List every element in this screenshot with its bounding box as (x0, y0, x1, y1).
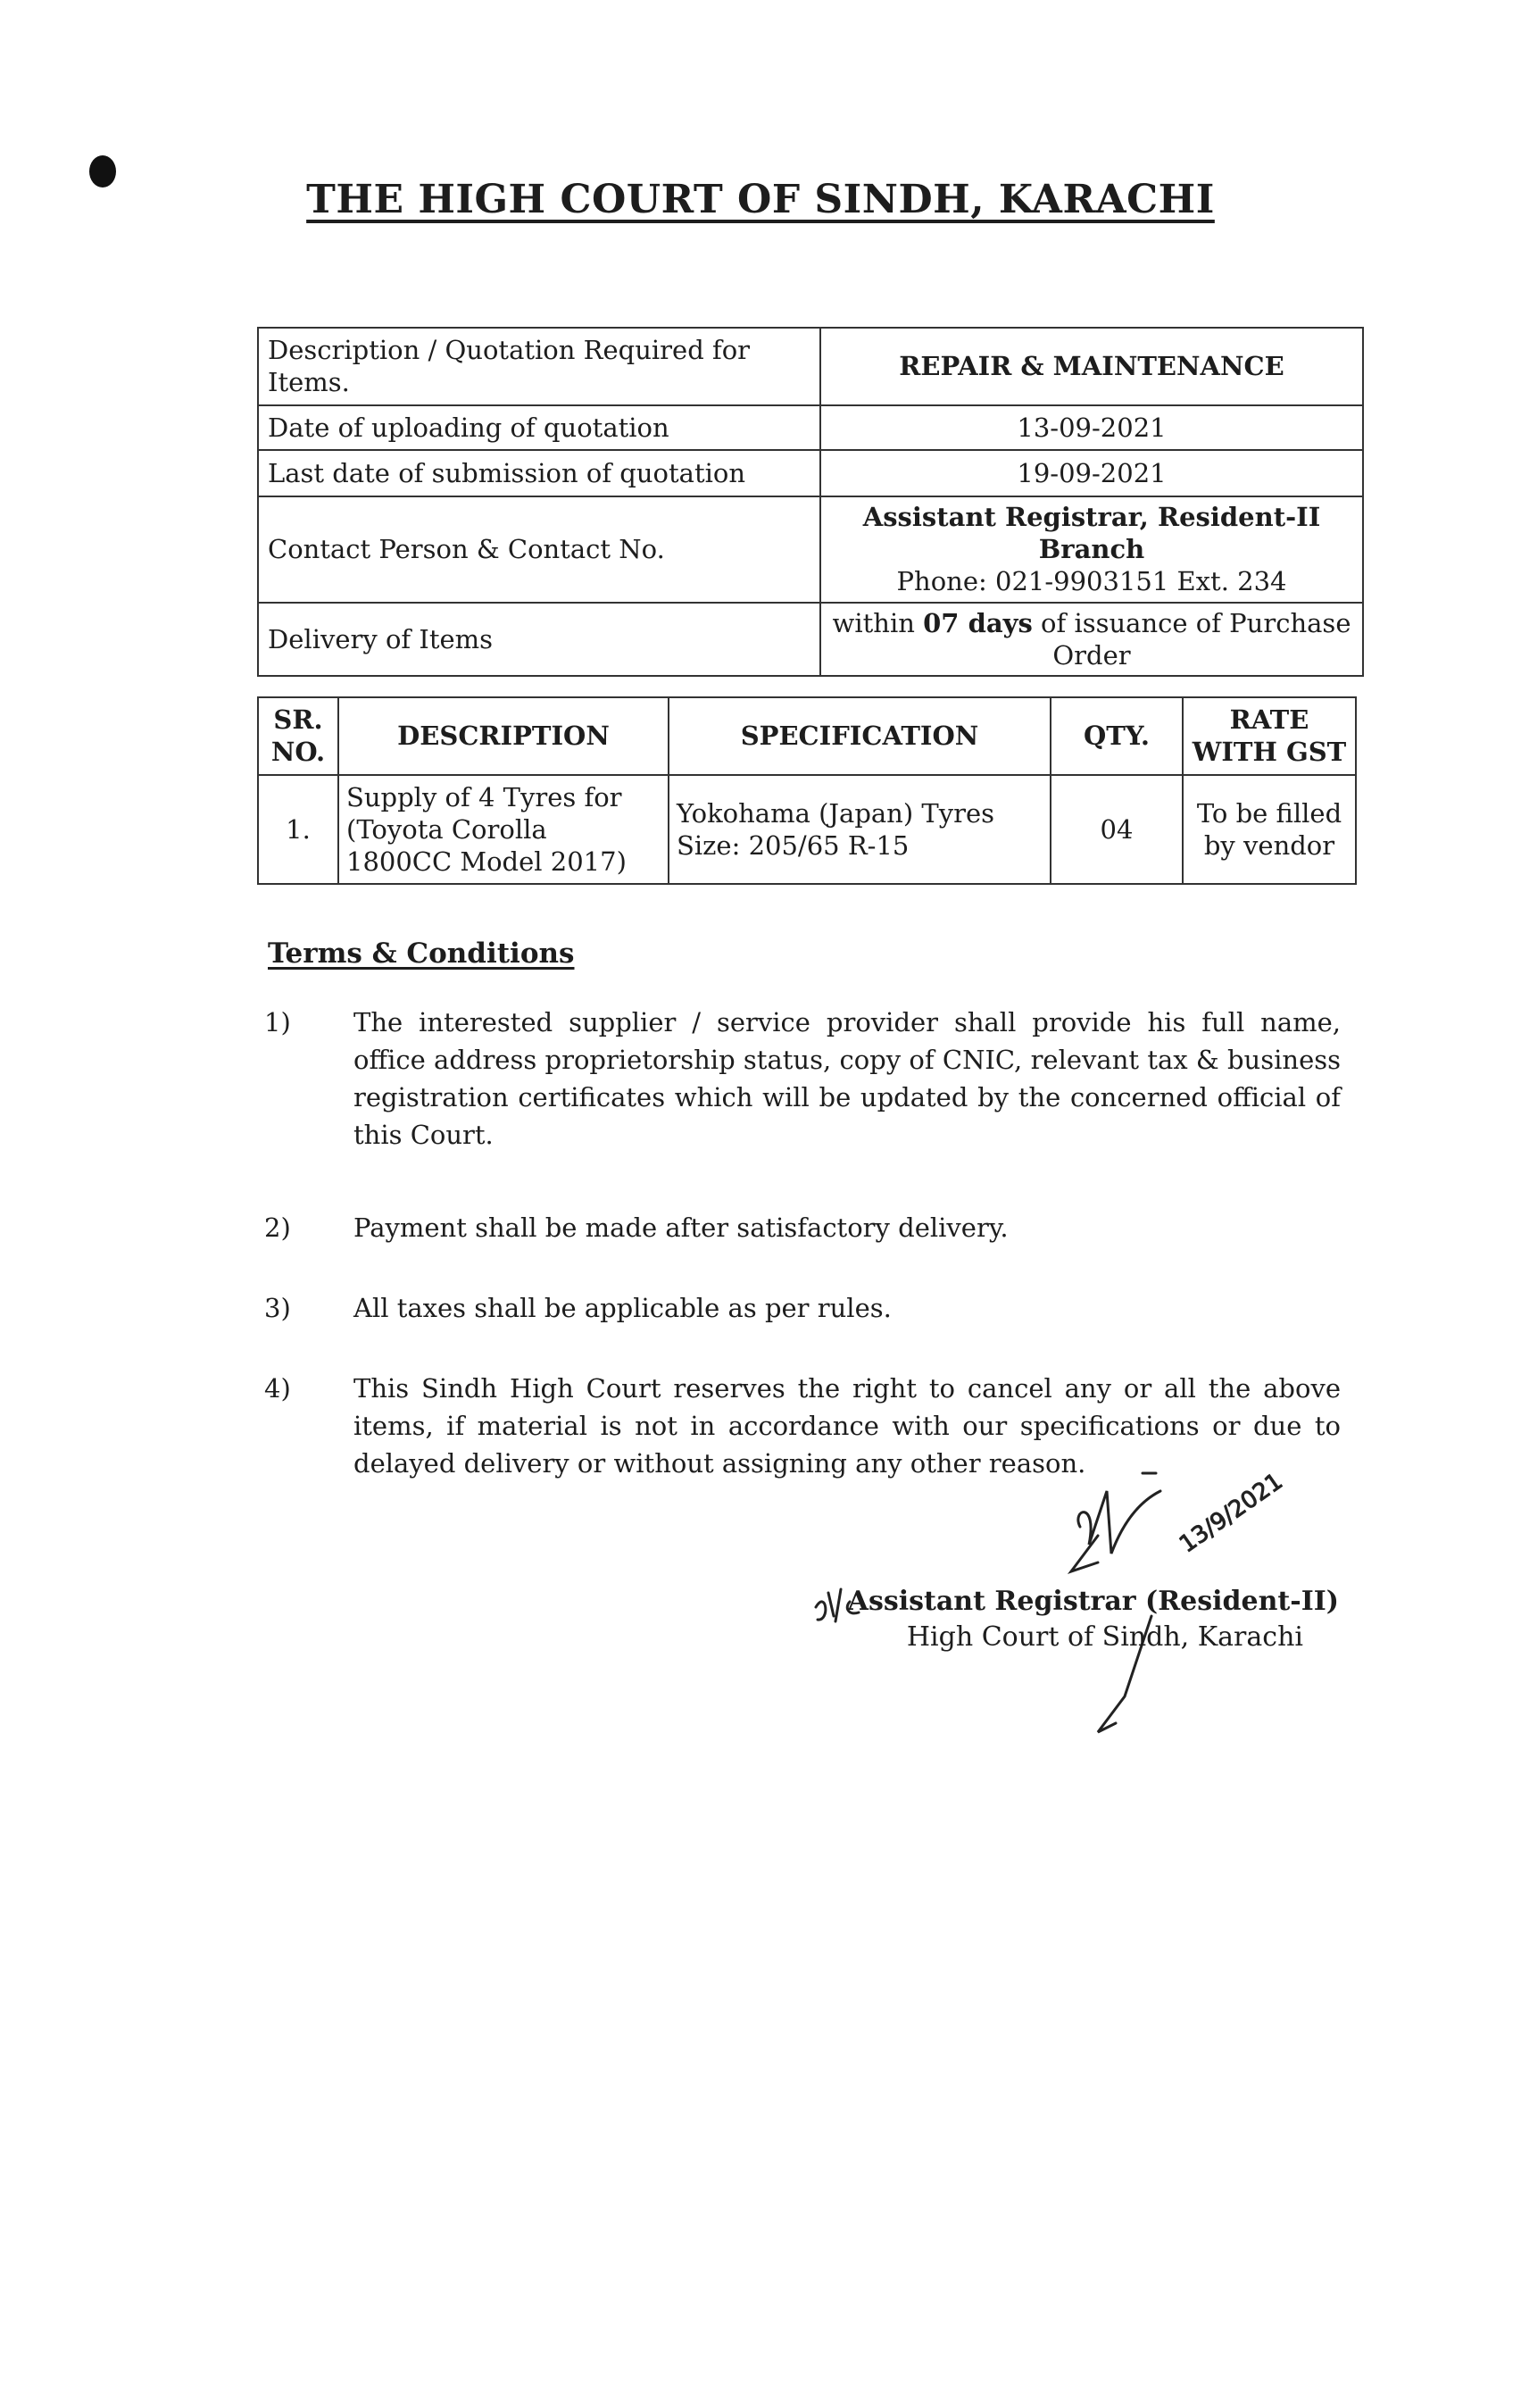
delivery-label: Delivery of Items (258, 603, 820, 677)
term-number: 4) (264, 1373, 291, 1404)
table-row (258, 603, 1363, 677)
contact-phone: Phone: 021-9903151 Ext. 234 (896, 566, 1287, 597)
table-row (258, 775, 1356, 885)
term-text: The interested supplier / service provider shall provide his full name, office address proprietorship status, copy of CNIC, relevant tax & business registration certificates which will be updated by the concerned official of this Court. (353, 1007, 1341, 1150)
description-value: REPAIR & MAINTENANCE (820, 328, 1363, 405)
item-description: Supply of 4 Tyres for (Toyota Corolla 1800CC Model 2017) (338, 775, 669, 885)
item-rate: To be filled by vendor (1183, 775, 1356, 885)
description-label: Description / Quotation Required for Items. (258, 328, 820, 405)
terms-heading: Terms & Conditions (268, 937, 575, 970)
header-sr-no: SR. NO. (258, 697, 338, 775)
contact-value (820, 496, 1363, 603)
page-title: THE HIGH COURT OF SINDH, KARACHI (306, 177, 1215, 222)
quotation-info-table (257, 327, 1364, 677)
table-header-row (258, 697, 1356, 775)
item-sr: 1. (258, 775, 338, 885)
items-table (257, 696, 1357, 885)
submission-date-value: 19-09-2021 (820, 450, 1363, 496)
term-text: All taxes shall be applicable as per rules. (353, 1293, 892, 1323)
header-specification: SPECIFICATION (669, 697, 1051, 775)
table-row (258, 496, 1363, 603)
delivery-days: 07 days (923, 607, 1033, 638)
term-item (264, 1004, 1341, 1154)
term-text: This Sindh High Court reserves the right to cancel any or all the above items, if material is not in accordance with our specifications or due to delayed delivery or without assigning any other reason. (353, 1373, 1341, 1479)
signatory-office: High Court of Sindh, Karachi (906, 1621, 1303, 1653)
delivery-pre: within (832, 607, 924, 638)
handwritten-date: 13/9/2021 (1175, 1468, 1288, 1559)
item-specification (669, 775, 1051, 885)
table-row (258, 405, 1363, 450)
delivery-post: of issuance of Purchase Order (1032, 607, 1351, 671)
term-text: Payment shall be made after satisfactory delivery. (353, 1212, 1009, 1243)
term-number: 3) (264, 1293, 291, 1323)
item-qty: 04 (1051, 775, 1183, 885)
contact-label: Contact Person & Contact No. (258, 496, 820, 603)
contact-person: Assistant Registrar, Resident-II Branch (862, 501, 1321, 564)
submission-date-label: Last date of submission of quotation (258, 450, 820, 496)
header-qty: QTY. (1051, 697, 1183, 775)
upload-date-label: Date of uploading of quotation (258, 405, 820, 450)
signatory-title: Assistant Registrar (Resident-II) (847, 1586, 1339, 1617)
header-description: DESCRIPTION (338, 697, 669, 775)
delivery-value (820, 603, 1363, 677)
term-item (264, 1209, 1341, 1246)
term-item (264, 1289, 1341, 1327)
spec-size: Size: 205/65 R-15 (677, 829, 910, 861)
term-number: 1) (264, 1007, 291, 1037)
upload-date-value: 13-09-2021 (820, 405, 1363, 450)
table-row (258, 450, 1363, 496)
header-rate: RATE WITH GST (1183, 697, 1356, 775)
signatory-block (803, 1584, 1339, 1655)
table-row (258, 328, 1363, 405)
term-number: 2) (264, 1212, 291, 1243)
spec-brand: Yokohama (Japan) Tyres (677, 797, 995, 829)
